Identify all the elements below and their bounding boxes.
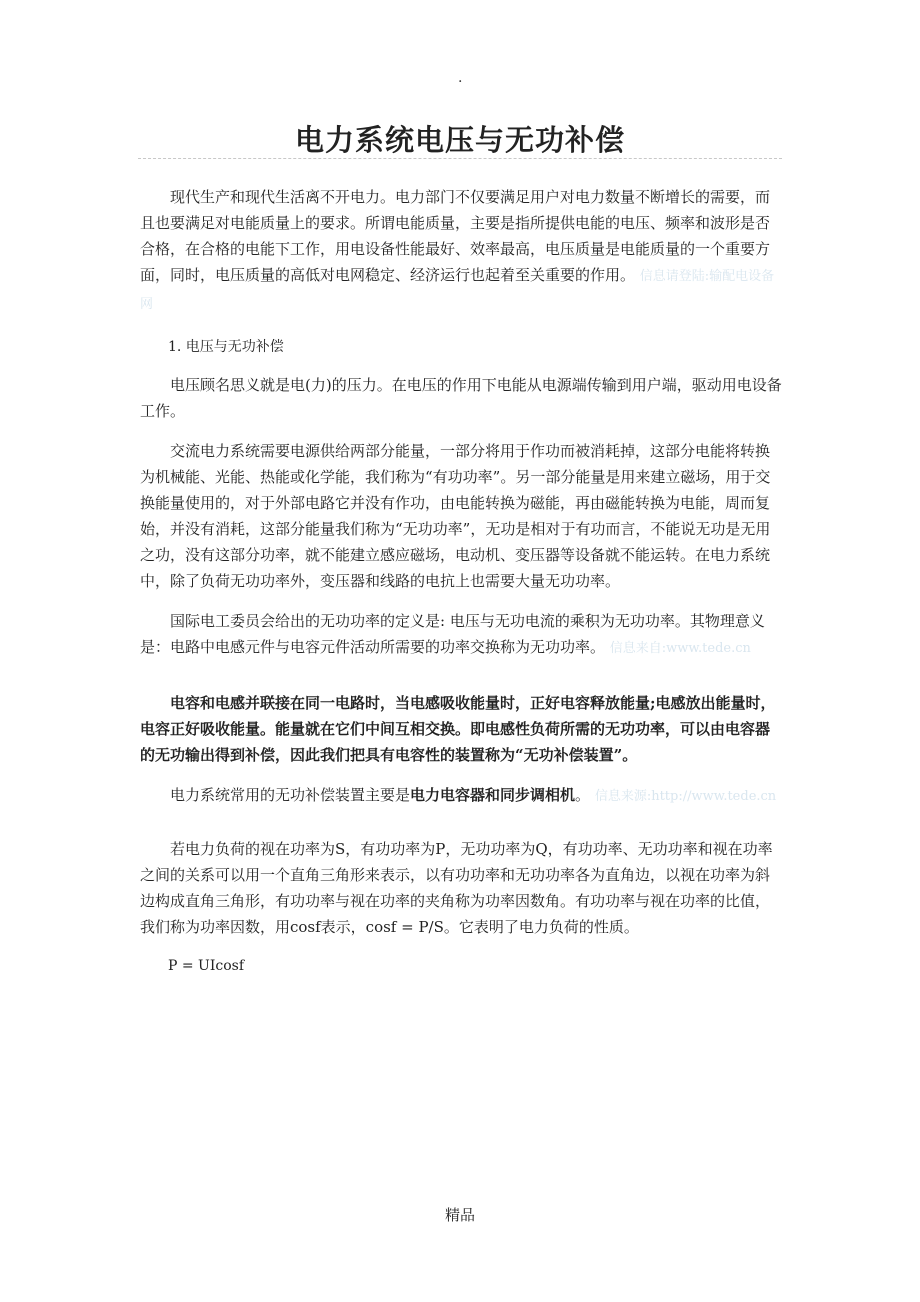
page-title: 电力系统电压与无功补偿 — [294, 123, 625, 157]
paragraph-intro — [140, 184, 784, 318]
watermark-text: 信息请登陆:输配电设备网 — [140, 269, 775, 312]
paragraph-devices-end: 。 — [575, 786, 591, 804]
paragraph-definition-text: 国际电工委员会给出的无功功率的定义是: 电压与无功电流的乘积为无功功率。其物理意义是：电路中电感元件与电容元件活动所需要的功率交换称为无功功率。 — [140, 612, 765, 656]
paragraph-devices-text: 电力系统常用的无功补偿装置主要是 — [170, 786, 411, 804]
paragraph-intro-text: 现代生产和现代生活离不开电力。电力部门不仅要满足用户对电力数量不断增长的需要，而且也要满足对电能质量上的要求。所谓电能质量，主要是指所提供电能的电压、频率和波形是否合格，在合格的电能下工作，用电设备性能最好、效率最高，电压质量是电能质量的一个重要方面，同时，电压质量的高低对电网稳定、经济运行也起着至关重要的作用。 — [140, 188, 771, 284]
paragraph-devices-bold: 电力电容器和同步调相机 — [410, 786, 576, 804]
formula: P = UIcosf — [168, 958, 245, 974]
paragraph-definition — [140, 608, 784, 662]
header-dot: . — [458, 70, 463, 86]
page-footer: 精品 — [444, 1206, 475, 1224]
title-divider — [138, 158, 782, 159]
paragraph-voltage: 电压顾名思义就是电(力)的压力。在电压的作用下电能从电源端传输到用户端，驱动用电设备工作。 — [140, 376, 782, 420]
document-body — [140, 184, 784, 978]
section-heading: 1. 电压与无功补偿 — [168, 339, 284, 355]
watermark-text: 信息来源:http://www.tede.cn — [594, 789, 777, 804]
paragraph-power-factor: 若电力负荷的视在功率为S，有功功率为P，无功功率为Q，有功功率、无功功率和视在功率之间的关系可以用一个直角三角形来表示，以有功功率和无功功率各为直角边，以视在功率为斜边构成直角三角形，有功功率与视在功率的夹角称为功率因数角。有功功率与视在功率的比值，我们称为功率因数，用cosf表示，cosf = P/S。它表明了电力负荷的性质。 — [140, 840, 773, 936]
watermark-text: 信息来自:www.tede.cn — [609, 641, 751, 656]
paragraph-compensation: 电容和电感并联接在同一电路时，当电感吸收能量时，正好电容释放能量;电感放出能量时，电容正好吸收能量。能量就在它们中间互相交换。即电感性负荷所需的无功功率，可以由电容器的无功输出得到补偿，因此我们把具有电容性的装置称为“无功补偿装置”。 — [140, 694, 776, 764]
paragraph-power: 交流电力系统需要电源供给两部分能量，一部分将用于作功而被消耗掉，这部分电能将转换为机械能、光能、热能或化学能，我们称为“有功功率”。另一部分能量是用来建立磁场，用于交换能量使用的，对于外部电路它并没有作功，由电能转换为磁能，再由磁能转换为电能，周而复始，并没有消耗，这部分能量我们称为“无功功率”，无功是相对于有功而言，不能说无功是无用之功，没有这部分功率，就不能建立感应磁场，电动机、变压器等设备就不能运转。在电力系统中，除了负荷无功功率外，变压器和线路的电抗上也需要大量无功功率。 — [140, 442, 771, 590]
paragraph-devices — [140, 782, 784, 810]
